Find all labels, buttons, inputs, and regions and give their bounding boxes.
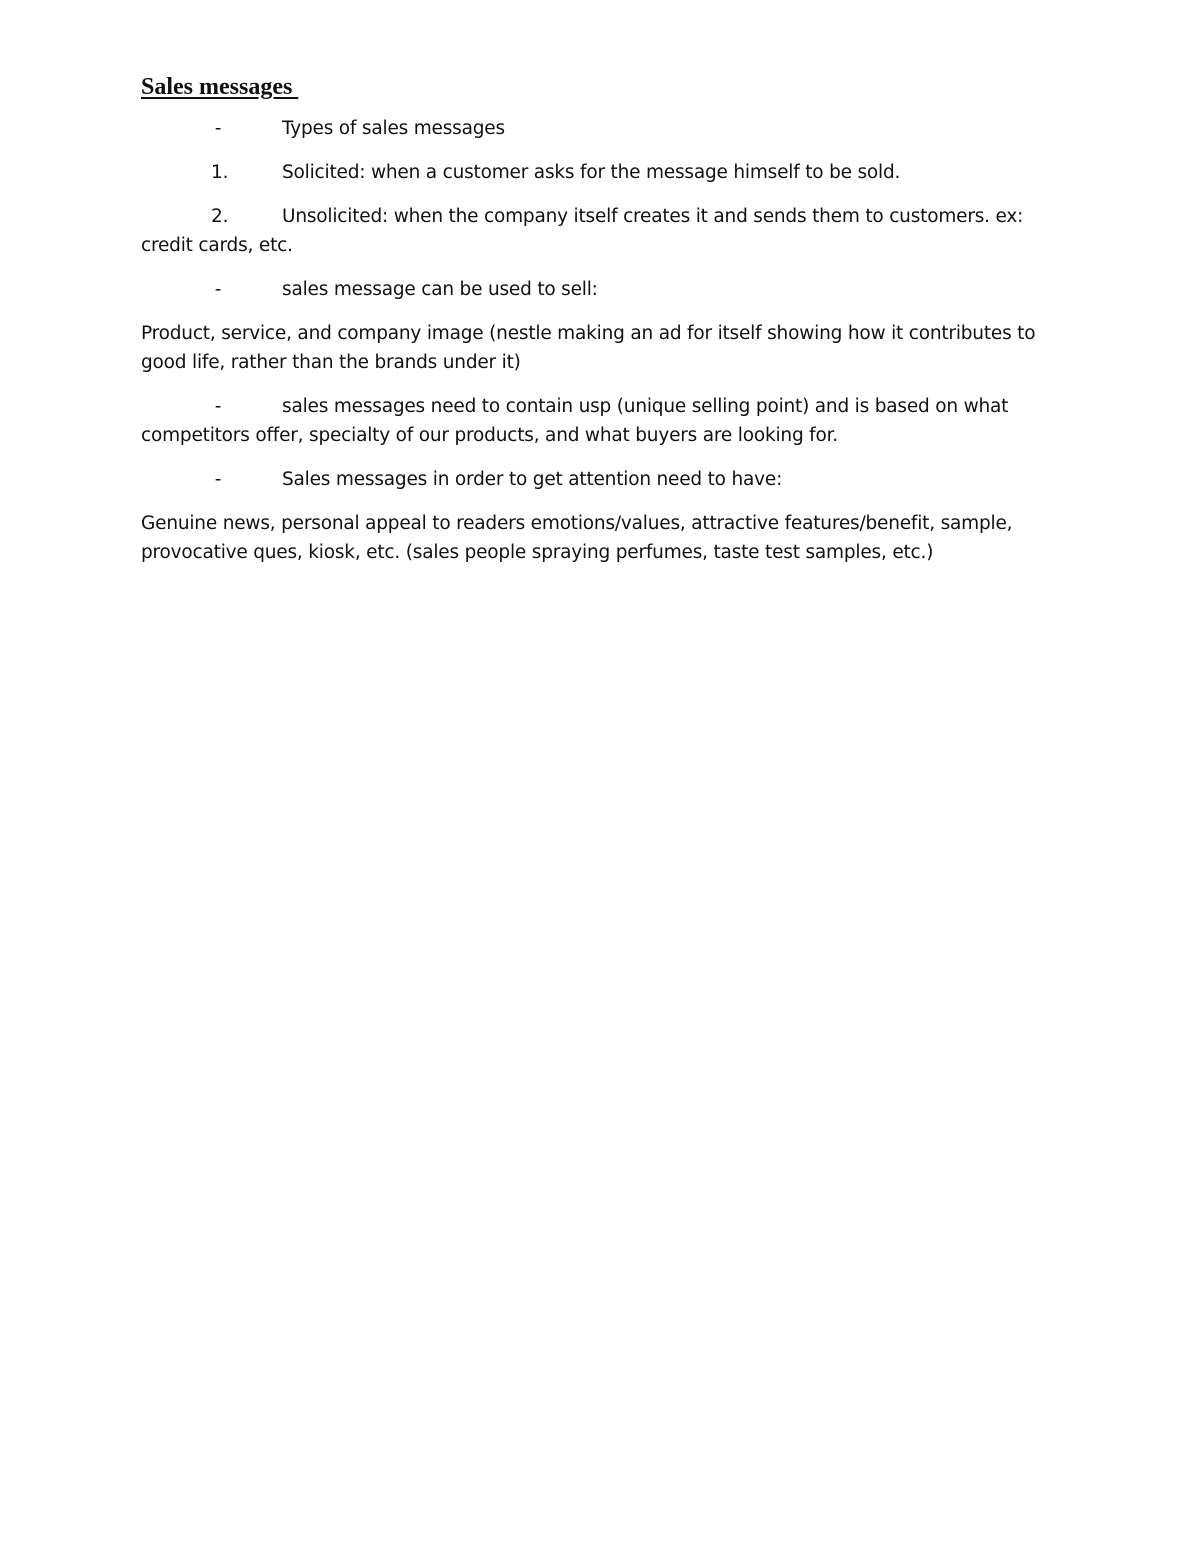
paragraph-text: Sales messages in order to get attention need to have: [282,469,783,490]
list-item-attention [141,465,1061,494]
list-marker: - [214,396,222,417]
paragraph-text: Unsolicited: when the company itself creates it and sends them to customers. ex: credit cards, etc. [141,206,1024,256]
paragraph-genuine-news [141,509,1061,567]
list-item-solicited [141,158,1061,187]
paragraph-text: sales message can be used to sell: [282,279,598,300]
paragraph-product-service [141,319,1061,377]
list-marker: - [214,279,222,300]
list-item-usp [141,392,1061,450]
paragraph-text: sales messages need to contain usp (unique selling point) and is based on what competitors offer, specialty of our products, and what buyers are looking for. [141,396,1009,446]
list-item-types [141,114,1061,143]
paragraph-text: Types of sales messages [282,118,505,139]
document-title: Sales messages [141,74,299,100]
document-body [141,70,1061,582]
list-marker: 2. [211,206,229,227]
list-marker: 1. [211,162,229,183]
list-marker: - [214,469,222,490]
paragraph-text: Product, service, and company image (nestle making an ad for itself showing how it contributes to good life, rather than the brands under it) [141,323,1036,373]
paragraph-text: Genuine news, personal appeal to readers emotions/values, attractive features/benefit, sample, provocative ques, kiosk, etc. (sales people spraying perfumes, taste test samples, etc.) [141,513,1013,563]
list-item-sell [141,275,1061,304]
list-marker: - [214,118,222,139]
paragraph-text: Solicited: when a customer asks for the message himself to be sold. [282,162,901,183]
list-item-unsolicited [141,202,1061,260]
